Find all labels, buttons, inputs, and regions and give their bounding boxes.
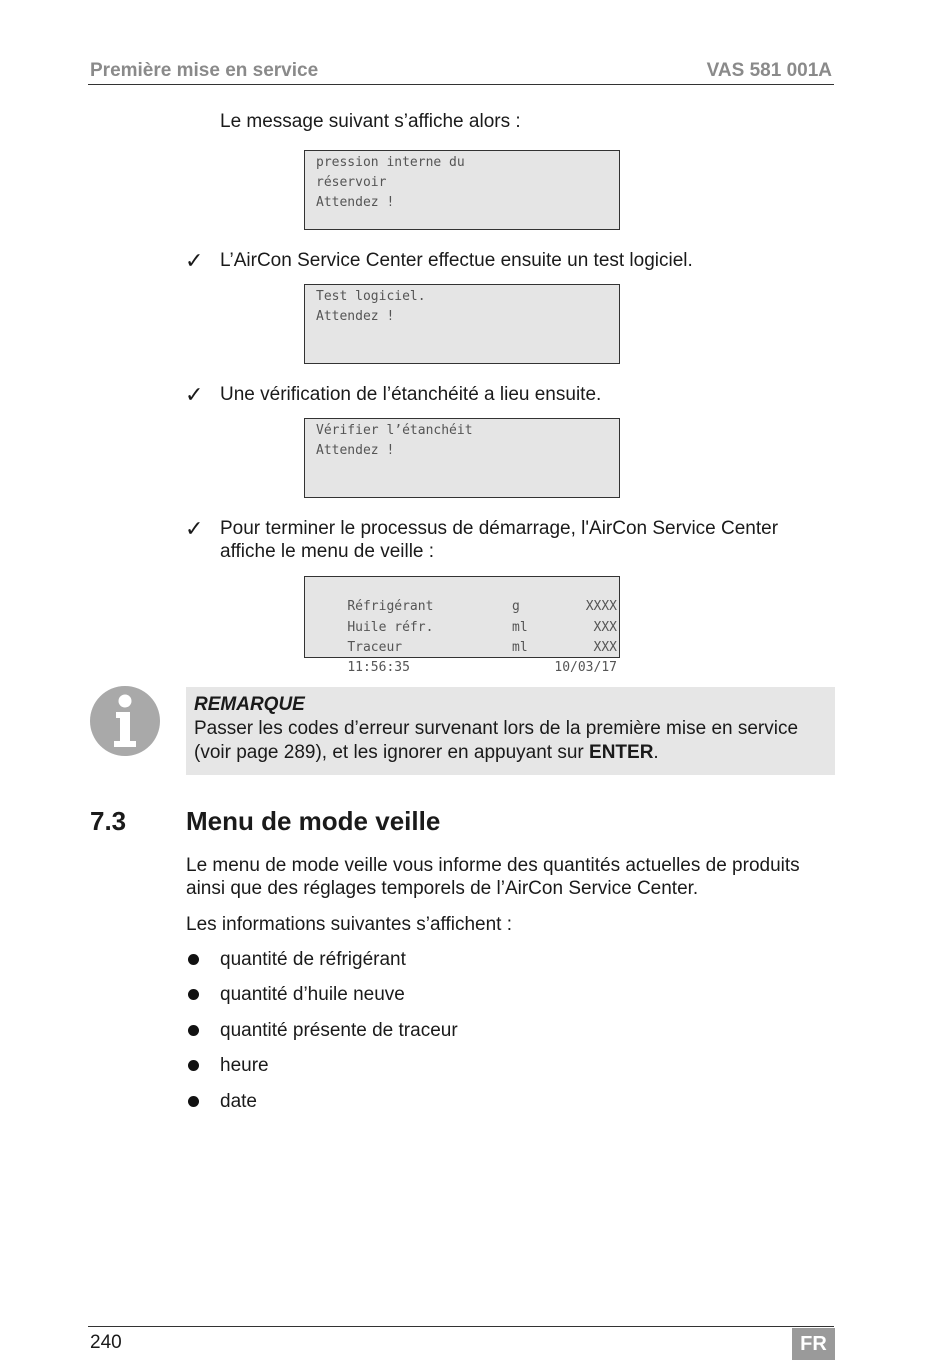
lcd-time: 11:56:35 [347,660,410,676]
list-item: quantité d’huile neuve [220,984,405,1005]
paragraph-line: ainsi que des réglages temporels de l’AirCon Service Center. [186,878,699,899]
remark-line: Passer les codes d’erreur survenant lors de la première mise en service [194,718,799,739]
step-line: affiche le menu de veille : [220,541,435,562]
step-leak-test: Une vérification de l’étanchéité a lieu ensuite. [220,384,602,405]
lcd-label: Réfrigérant [347,599,434,615]
info-icon [90,686,160,756]
lcd-display-standby-menu [304,576,620,676]
lcd-unit: ml [512,619,528,635]
section-lead-in: Les informations suivantes s’affichent : [186,914,512,935]
lcd-value: XXXX [585,599,617,615]
section-number: 7.3 [90,806,127,836]
intro-text: Le message suivant s’affiche alors : [220,111,521,132]
list-item: quantité présente de traceur [220,1020,458,1041]
list-item: date [220,1091,257,1112]
footer-divider [88,1326,834,1327]
lcd-row-oil [316,597,617,635]
step-line: Pour terminer le processus de démarrage, l'AirCon Service Center [220,518,779,539]
remark-text: . [653,742,659,763]
lcd-label: Huile réfr. [347,619,434,635]
running-header-model: VAS 581 001A [706,60,832,81]
lcd-date: 10/03/17 [554,660,617,676]
lcd-line: réservoir [316,175,387,190]
list-item: quantité de réfrigérant [220,949,406,970]
lcd-display-software-test [304,284,620,364]
checkmark-icon: ✓ [185,516,204,541]
lcd-line: Attendez ! [316,309,395,324]
lcd-unit: ml [512,639,528,655]
list-item: heure [220,1055,269,1076]
remark-line [194,741,827,765]
bullet-icon [188,1060,199,1071]
lcd-row-tracer [316,618,617,655]
lcd-line: Attendez ! [316,195,395,210]
lcd-line: Test logiciel. [316,289,426,304]
section-paragraph [186,854,800,900]
step-software-test: L’AirCon Service Center effectue ensuite un test logiciel. [220,250,693,271]
language-badge: FR [792,1328,835,1360]
checkmark-icon: ✓ [185,382,204,407]
lcd-value: XXX [593,619,617,635]
bullet-icon [188,954,199,965]
bullet-icon [188,1096,199,1107]
lcd-line: Attendez ! [316,443,395,458]
lcd-row-time-date [316,638,617,676]
lcd-value: XXX [593,639,617,655]
checkmark-icon: ✓ [185,248,204,273]
remark-text: (voir page 289), et les ignorer en appuyant sur [194,742,590,763]
lcd-line: Vérifier l’étanchéit [316,423,473,438]
paragraph-line: Le menu de mode veille vous informe des quantités actuelles de produits [186,855,800,876]
header-divider [88,84,834,85]
lcd-row-refrigerant [316,577,617,615]
enter-key-label: ENTER [589,742,654,763]
step-standby-menu [220,517,778,563]
lcd-display-leak-test [304,418,620,498]
remark-title: REMARQUE [194,694,305,715]
remark-box [186,687,835,775]
page-number: 240 [90,1332,122,1353]
lcd-line: pression interne du [316,155,465,170]
running-header-title: Première mise en service [90,60,319,81]
lcd-label: Traceur [347,639,403,655]
bullet-icon [188,989,199,1000]
lcd-unit: g [512,599,520,615]
bullet-icon [188,1025,199,1036]
section-title: Menu de mode veille [186,806,441,836]
lcd-display-pressure [304,150,620,230]
